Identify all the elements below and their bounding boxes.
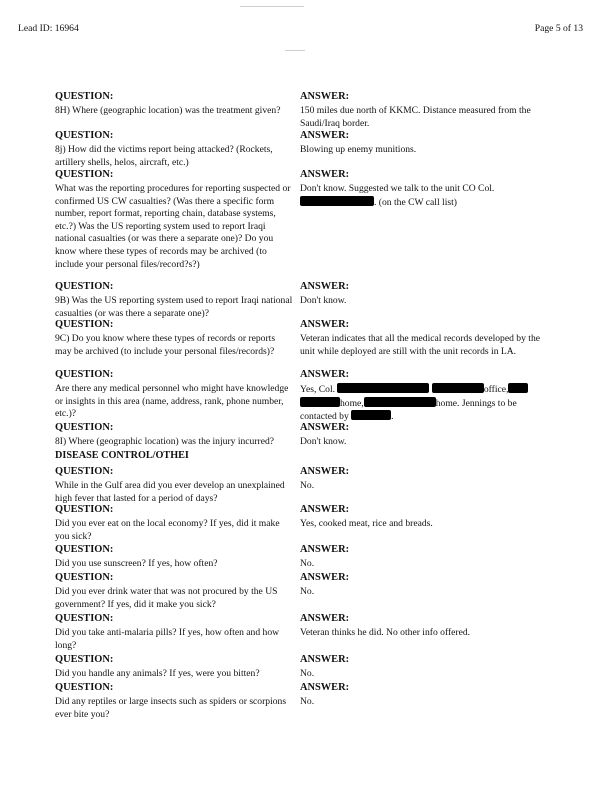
answer-label: ANSWER: [300,169,350,180]
answer-text: 150 miles due north of KKMC. Distance measured from the Saudi/Iraq border. [300,105,531,129]
answer-block [300,503,550,531]
question-label: QUESTION: [55,91,114,102]
question-block [55,318,293,358]
question-label: QUESTION: [55,466,114,477]
redaction-bar [364,397,436,407]
answer-label: ANSWER: [300,281,350,292]
redaction-bar [351,410,394,423]
answer-text: Veteran thinks he did. No other info offered. [300,627,471,638]
answer-text-part: home. Jennings to be [435,397,517,409]
redaction-bar [432,383,484,393]
question-text: 9C) Do you know where these types of records or reports may be archived (to include your personal files/records)? [55,333,276,357]
answer-text [300,183,550,209]
question-block [55,681,293,721]
question-text: While in the Gulf area did you ever develop an unexplained high fever that lasted for a period of days? [55,480,285,504]
question-label: QUESTION: [55,281,114,292]
lead-id: Lead ID: 16964 [18,23,79,34]
question-text: Did you handle any animals? If yes, were you bitten? [55,668,260,679]
answer-text-part: Yes, Col. [300,384,336,395]
question-label: QUESTION: [55,544,114,555]
answer-label: ANSWER: [300,466,350,477]
answer-block [300,280,550,308]
question-label: QUESTION: [55,422,114,433]
answer-block [300,543,550,571]
answer-text: No. [300,586,315,597]
answer-text: Veteran indicates that all the medical records developed by the unit while deployed are still with the unit records in LA. [300,333,541,357]
question-label: QUESTION: [55,319,114,330]
section-heading: DISEASE CONTROL/OTHEI [55,450,189,461]
question-label: QUESTION: [55,654,114,665]
answer-label: ANSWER: [300,572,350,583]
question-block [55,421,293,449]
scan-mark [285,50,305,51]
question-text: 8I) Where (geographic location) was the injury incurred? [55,436,275,447]
answer-label: ANSWER: [300,613,350,624]
redaction-bar [300,196,374,206]
answer-text: No. [300,696,315,707]
top-rule [240,6,304,7]
answer-text-part: . (on the CW call list) [374,196,457,208]
page-number: Page 5 of 13 [534,23,583,34]
question-text: 9B) Was the US reporting system used to report Iraqi national casualties (or was there a separate one)? [55,295,293,319]
answer-text-part: . [391,411,394,423]
answer-block [300,168,550,209]
answer-block [300,368,550,424]
answer-text [300,383,550,424]
answer-text-part: Don't know. Suggested we talk to the unit CO Col. [300,183,495,194]
answer-label: ANSWER: [300,91,350,102]
answer-block [300,90,550,130]
question-text: 8H) Where (geographic location) was the treatment given? [55,105,281,116]
question-text: Did any reptiles or large insects such as spiders or scorpions ever bite you? [55,696,287,720]
question-label: QUESTION: [55,369,114,380]
redaction-bar [337,383,429,393]
redaction-bar [508,383,528,393]
question-text: What was the reporting procedures for reporting suspected or confirmed US CW casualties? (Was there a specific form number, report format, reporting chain, database systems, etc.?) Was the US reporting system used to report Iraqi national casualties (or was there a separate one)? Do you know where these types of records may be archived (to include your personal files/record?s?) [55,183,291,270]
answer-block [300,318,550,358]
answer-text: Yes, cooked meat, rice and breads. [300,518,433,529]
answer-block [300,653,550,681]
answer-block [300,681,550,709]
question-text: Did you take anti-malaria pills? If yes, how often and how long? [55,627,280,651]
question-text: Are there any medical personnel who might have knowledge or insights in this area (name, address, rank, phone number, etc.)? [55,383,289,420]
question-block [55,571,293,611]
question-block [55,653,293,681]
question-block [55,280,293,320]
redaction-bar [300,397,340,407]
answer-text: Don't know. [300,436,347,447]
answer-label: ANSWER: [300,369,350,380]
answer-text: No. [300,558,315,569]
question-block [55,368,293,421]
answer-label: ANSWER: [300,130,350,141]
question-text: 8j) How did the victims report being attacked? (Rockets, artillery shells, helos, aircraft, etc.) [55,144,273,168]
answer-text: No. [300,480,315,491]
question-label: QUESTION: [55,613,114,624]
answer-label: ANSWER: [300,319,350,330]
question-block [55,168,293,271]
question-block [55,129,293,169]
answer-label: ANSWER: [300,654,350,665]
answer-label: ANSWER: [300,422,350,433]
answer-text: No. [300,668,315,679]
question-text: Did you ever drink water that was not procured by the US government? If yes, did it make you sick? [55,586,278,610]
question-text: Did you ever eat on the local economy? If yes, did it make you sick? [55,518,280,542]
question-block [55,543,293,571]
question-text: Did you use sunscreen? If yes, how often? [55,558,218,569]
question-label: QUESTION: [55,130,114,141]
answer-label: ANSWER: [300,682,350,693]
answer-text-part: home, [340,397,364,409]
answer-text: Blowing up enemy munitions. [300,144,417,155]
answer-block [300,129,550,157]
answer-label: ANSWER: [300,544,350,555]
answer-text-part: office, [483,384,509,395]
question-block [55,465,293,505]
question-label: QUESTION: [55,572,114,583]
question-block [55,612,293,652]
question-block [55,90,293,118]
question-label: QUESTION: [55,169,114,180]
answer-label: ANSWER: [300,504,350,515]
answer-block [300,612,550,640]
question-label: QUESTION: [55,504,114,515]
answer-block [300,571,550,599]
answer-block [300,465,550,493]
answer-block [300,421,550,449]
answer-text-part: contacted by [300,411,349,423]
answer-text: Don't know. [300,295,347,306]
question-label: QUESTION: [55,682,114,693]
question-block [55,503,293,543]
